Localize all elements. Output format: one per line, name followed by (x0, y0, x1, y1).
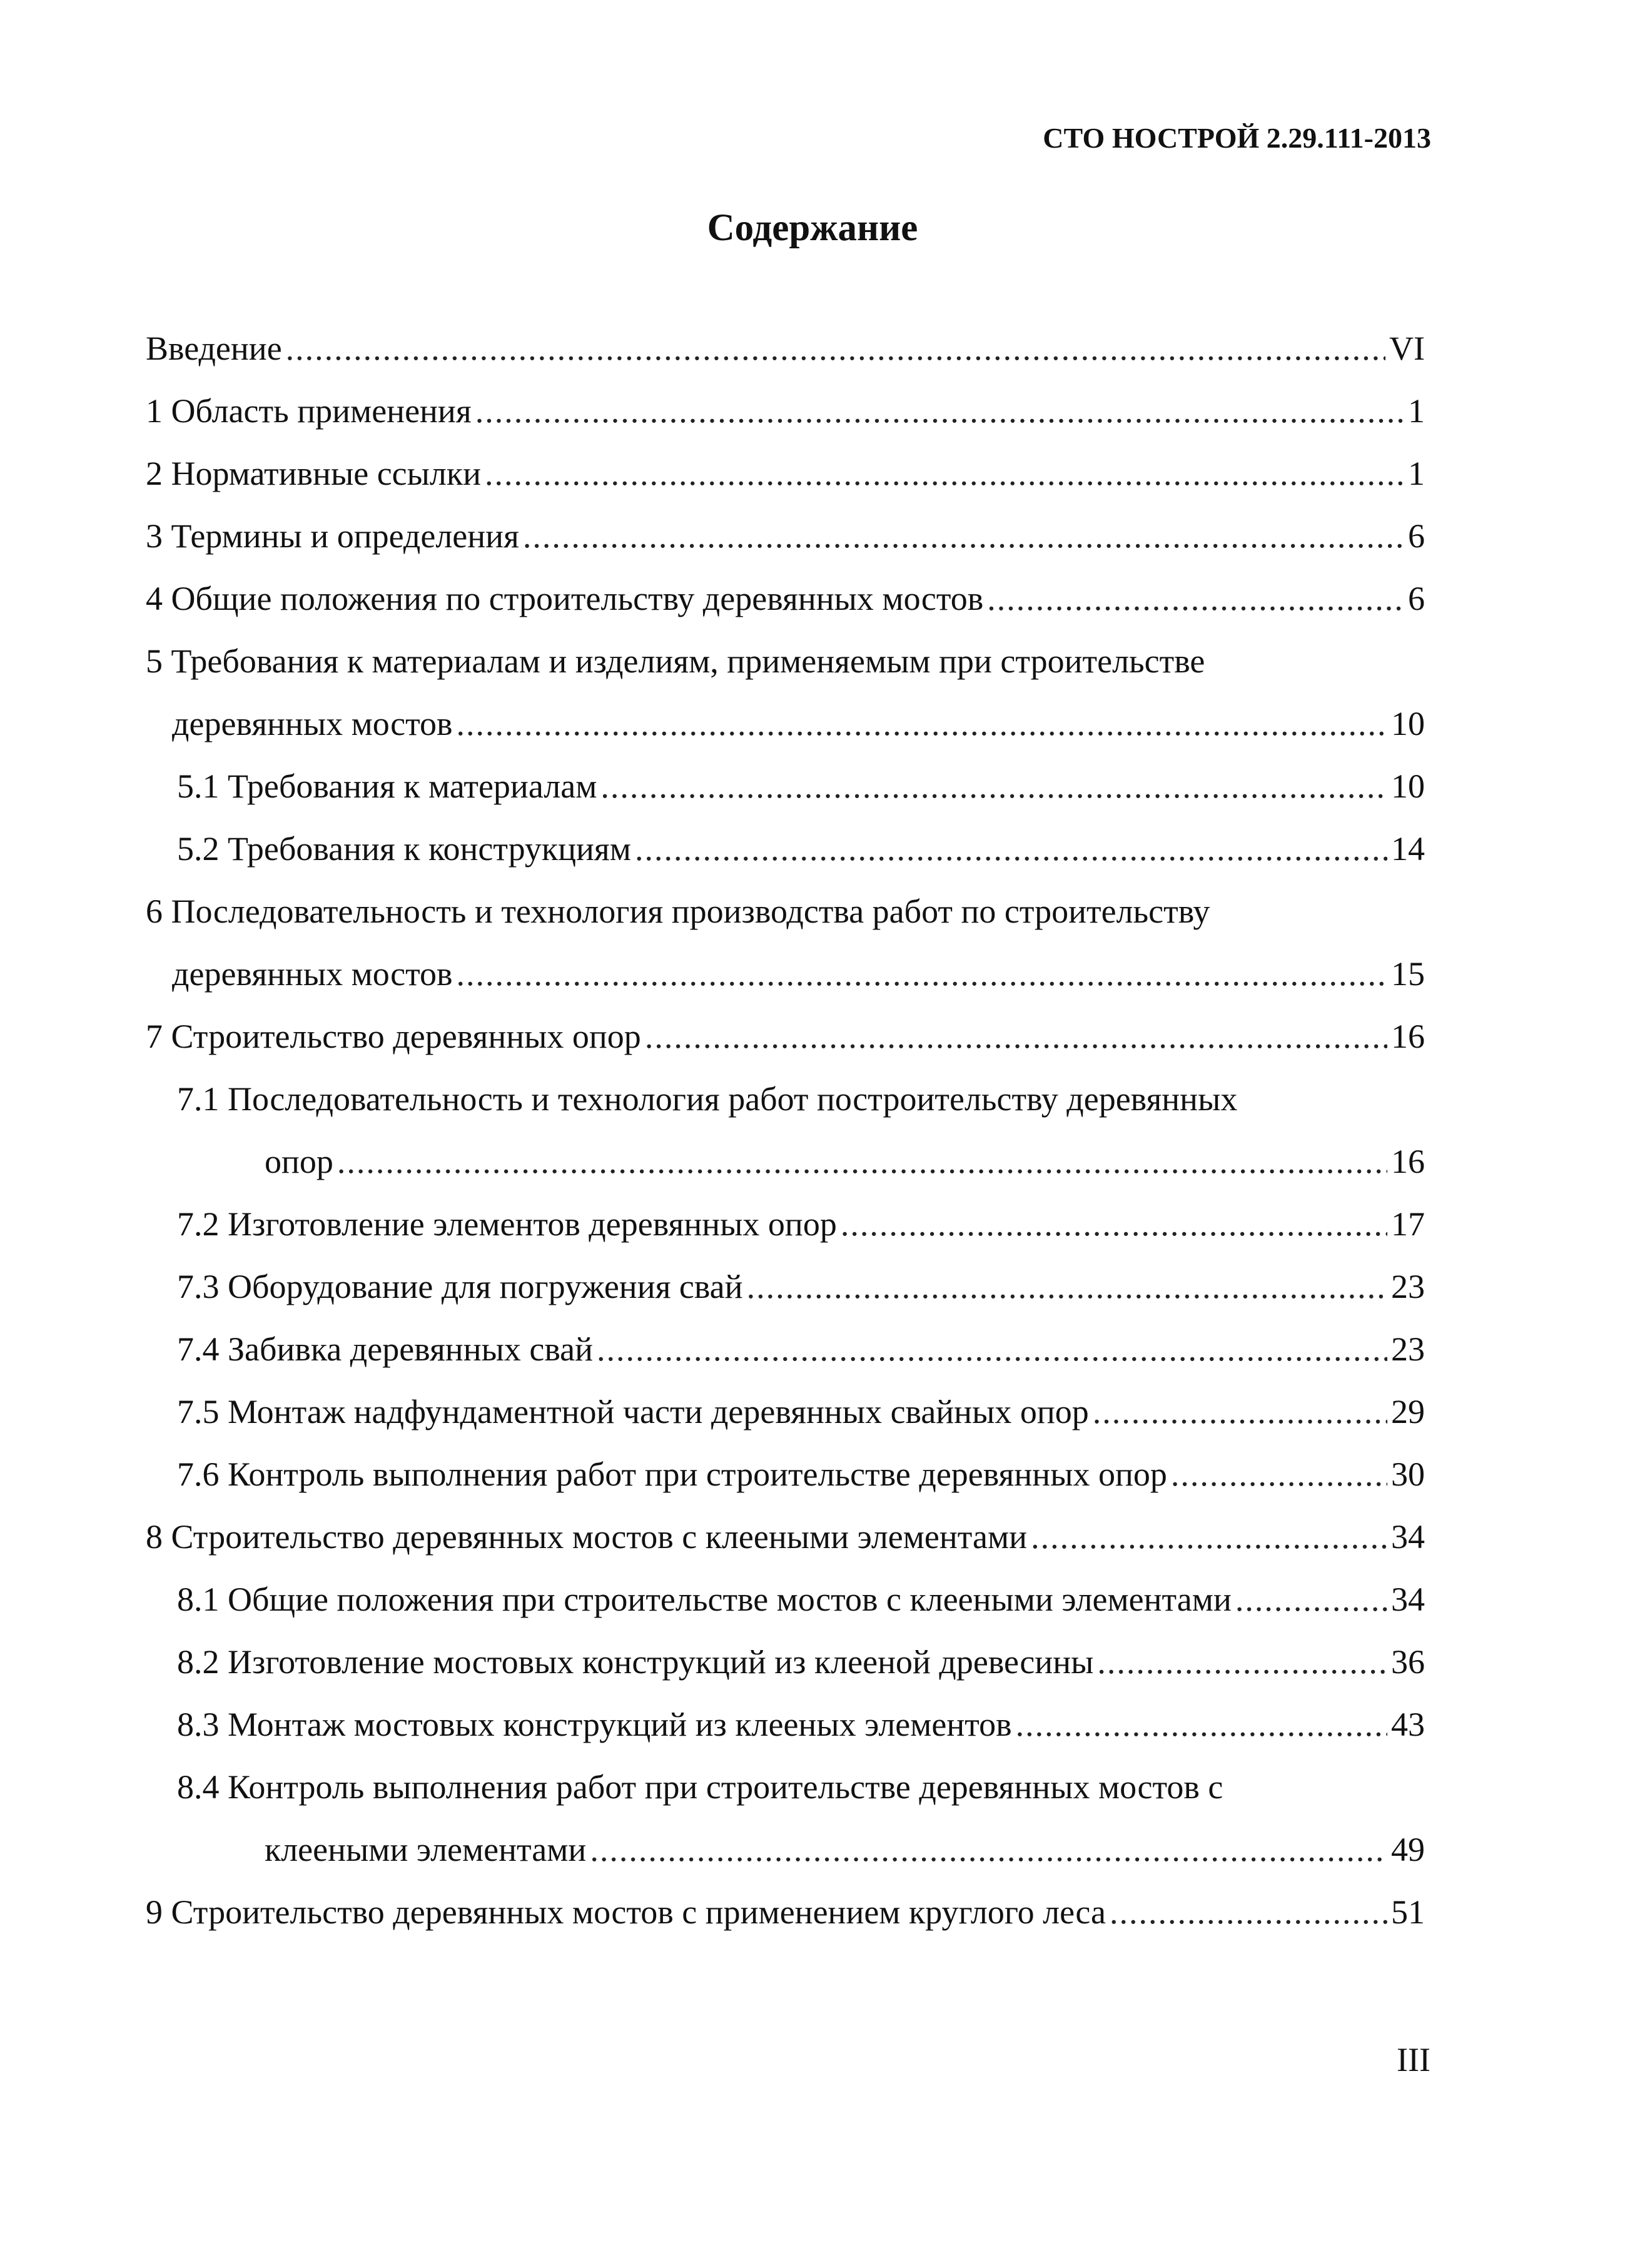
toc-entry-page: 34 (1391, 1581, 1425, 1618)
toc-entry[interactable] (146, 1380, 1425, 1443)
toc-dot-leader (475, 380, 1404, 442)
toc-entry-title: деревянных мостов (172, 705, 453, 742)
toc-dot-leader (1097, 1631, 1387, 1693)
toc-dot-leader (600, 755, 1387, 818)
toc-entry-title: 7.4 Забивка деревянных свай (177, 1330, 594, 1368)
toc-entry[interactable] (146, 755, 1425, 818)
toc-entry-line (146, 1005, 1425, 1068)
toc-dot-leader (1171, 1443, 1387, 1506)
toc-dot-leader (456, 943, 1387, 1005)
toc-entry-line (177, 755, 1425, 818)
toc-entry[interactable] (146, 630, 1425, 755)
toc-entry-title: 7.6 Контроль выполнения работ при строительстве деревянных опор (177, 1455, 1167, 1493)
toc-entry-line (146, 943, 1425, 1005)
toc-entry-page: 49 (1391, 1831, 1425, 1868)
toc-entry[interactable] (146, 1568, 1425, 1631)
toc-entry-line (146, 380, 1425, 442)
toc-entry[interactable] (146, 442, 1425, 505)
toc-entry[interactable] (146, 1005, 1425, 1068)
toc-entry-line (177, 1130, 1425, 1193)
toc-entry[interactable] (146, 1255, 1425, 1318)
toc-entry[interactable] (146, 1881, 1425, 1943)
toc-entry-title: 7.3 Оборудование для погружения свай (177, 1268, 743, 1305)
toc-entry-page: 29 (1391, 1393, 1425, 1430)
toc-entry-line (177, 1631, 1425, 1693)
toc-dot-leader (1235, 1568, 1387, 1631)
toc-entry-line (146, 442, 1425, 505)
toc-entry-page: 1 (1408, 455, 1425, 492)
toc-dot-leader (286, 317, 1385, 380)
toc-entry-title: 7.5 Монтаж надфундаментной части деревянных свайных опор (177, 1393, 1089, 1430)
toc-entry[interactable] (146, 880, 1425, 1005)
toc-entry-title: 6 Последовательность и технология производства работ по строительству (146, 893, 1210, 930)
toc-entry[interactable] (146, 1756, 1425, 1881)
toc-dot-leader (645, 1005, 1387, 1068)
toc-dot-leader (747, 1255, 1387, 1318)
toc-entry-page: 23 (1391, 1268, 1425, 1305)
toc-entry-line (177, 1255, 1425, 1318)
toc-entry-page: 10 (1391, 705, 1425, 742)
toc-entry[interactable] (146, 380, 1425, 442)
toc-entry-line (146, 1881, 1425, 1943)
toc-dot-leader (456, 692, 1387, 755)
toc-entry[interactable] (146, 818, 1425, 880)
toc-dot-leader (337, 1130, 1387, 1193)
toc-entry-line (177, 1443, 1425, 1506)
toc-entry-page: 43 (1391, 1706, 1425, 1743)
toc-dot-leader (1093, 1380, 1387, 1443)
toc-entry-line (177, 1693, 1425, 1756)
toc-entry-line (177, 1568, 1425, 1631)
toc-entry-page: 17 (1391, 1205, 1425, 1243)
toc-entry-title: 8.4 Контроль выполнения работ при строительстве деревянных мостов с (177, 1768, 1223, 1806)
toc-dot-leader (987, 567, 1404, 630)
toc-entry-title: 7 Строительство деревянных опор (146, 1018, 641, 1055)
toc-entry[interactable] (146, 1506, 1425, 1568)
toc-entry-title: 8.3 Монтаж мостовых конструкций из клееных элементов (177, 1706, 1012, 1743)
toc-title: Содержание (707, 207, 918, 249)
toc-entry[interactable] (146, 1631, 1425, 1693)
toc-entry-line (177, 1318, 1425, 1380)
toc-entry[interactable] (146, 1318, 1425, 1380)
toc-entry-line (146, 505, 1425, 567)
toc-entry-page: 51 (1391, 1893, 1425, 1931)
toc-entry-title: 4 Общие положения по строительству деревянных мостов (146, 580, 984, 617)
toc-entry-title: 2 Нормативные ссылки (146, 455, 481, 492)
toc-dot-leader (485, 442, 1404, 505)
toc-entry-page: 36 (1391, 1643, 1425, 1681)
toc-entry-page: VI (1389, 330, 1425, 367)
toc-dot-leader (1110, 1881, 1387, 1943)
toc-entry[interactable] (146, 1068, 1425, 1193)
toc-entry-line (146, 1506, 1425, 1568)
toc-entry-title: 5.2 Требования к конструкциям (177, 830, 631, 868)
toc-entry[interactable] (146, 505, 1425, 567)
page-number: III (1397, 2041, 1430, 2078)
toc-entry[interactable] (146, 317, 1425, 380)
toc-entry-page: 1 (1408, 392, 1425, 430)
toc-entry-line (146, 692, 1425, 755)
toc-dot-leader (635, 818, 1387, 880)
toc-entry-page: 10 (1391, 767, 1425, 805)
toc-entry-title: 1 Область применения (146, 392, 472, 430)
toc-dot-leader (1016, 1693, 1387, 1756)
toc-entry-title: 3 Термины и определения (146, 517, 519, 555)
toc-entry-line (146, 317, 1425, 380)
toc-dot-leader (1031, 1506, 1387, 1568)
toc-dot-leader (523, 505, 1404, 567)
toc-entry-title: 7.2 Изготовление элементов деревянных опор (177, 1205, 837, 1243)
toc-entry-page: 6 (1408, 517, 1425, 555)
table-of-contents (146, 317, 1425, 1943)
toc-entry-title: 8 Строительство деревянных мостов с клееными элементами (146, 1518, 1028, 1556)
toc-entry-title: 8.1 Общие положения при строительстве мостов с клееными элементами (177, 1581, 1232, 1618)
toc-entry-title: деревянных мостов (172, 955, 453, 993)
toc-entry-page: 6 (1408, 580, 1425, 617)
toc-entry-title: 5.1 Требования к материалам (177, 767, 597, 805)
toc-entry-page: 34 (1391, 1518, 1425, 1556)
toc-entry-page: 16 (1391, 1018, 1425, 1055)
toc-entry-line (177, 1818, 1425, 1881)
toc-entry-line (177, 1380, 1425, 1443)
toc-entry-title: 8.2 Изготовление мостовых конструкций из клееной древесины (177, 1643, 1094, 1681)
toc-entry[interactable] (146, 1443, 1425, 1506)
toc-entry-title: 9 Строительство деревянных мостов с применением круглого леса (146, 1893, 1106, 1931)
toc-entry-line (146, 567, 1425, 630)
toc-entry-line (177, 1193, 1425, 1255)
toc-dot-leader (597, 1318, 1387, 1380)
toc-entry-title: Введение (146, 330, 282, 367)
toc-entry-page: 23 (1391, 1330, 1425, 1368)
toc-entry-title: 7.1 Последовательность и технология работ построительству деревянных (177, 1080, 1238, 1118)
toc-entry-page: 14 (1391, 830, 1425, 868)
toc-entry-title: клееными элементами (265, 1831, 587, 1868)
toc-entry-page: 15 (1391, 955, 1425, 993)
toc-dot-leader (590, 1818, 1387, 1881)
toc-dot-leader (841, 1193, 1387, 1255)
document-code-header: СТО НОСТРОЙ 2.29.111-2013 (1043, 122, 1431, 154)
toc-entry[interactable] (146, 1193, 1425, 1255)
toc-entry-title: опор (265, 1143, 333, 1180)
toc-entry-page: 30 (1391, 1455, 1425, 1493)
toc-entry-line (177, 818, 1425, 880)
toc-entry[interactable] (146, 1693, 1425, 1756)
toc-entry-title: 5 Требования к материалам и изделиям, применяемым при строительстве (146, 642, 1205, 680)
toc-entry-page: 16 (1391, 1143, 1425, 1180)
toc-entry[interactable] (146, 567, 1425, 630)
